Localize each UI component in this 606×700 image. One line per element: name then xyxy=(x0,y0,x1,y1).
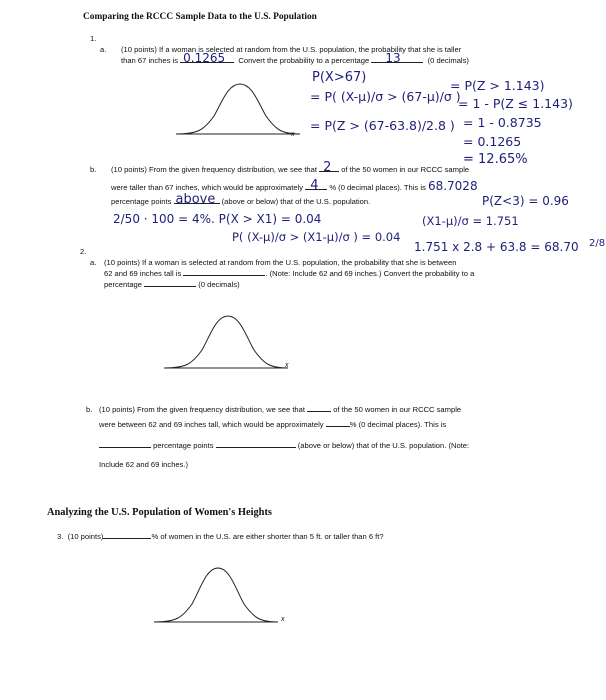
q2b-direction-blank[interactable] xyxy=(216,447,296,448)
q1b-count-answer: 2 xyxy=(323,160,332,175)
q3-answer-blank[interactable] xyxy=(103,538,151,539)
q2b-difference-blank[interactable] xyxy=(99,447,151,448)
q1a-work-result3: = 1 - 0.8735 xyxy=(463,115,542,130)
q1a-percentage-blank[interactable] xyxy=(371,51,423,65)
q1a-work-line2: = P( (X-μ)/σ > (67-μ)/σ ) xyxy=(310,89,461,104)
q1b-direction-blank[interactable] xyxy=(174,192,220,207)
q2a-letter: a. xyxy=(90,258,97,267)
page-title: Comparing the RCCC Sample Data to the U.S. Population xyxy=(83,12,317,22)
bell-curve-diagram-1 xyxy=(176,78,306,140)
q1a-work-line1: P(X>67) xyxy=(312,70,367,85)
bell-curve-diagram-3 xyxy=(154,564,284,630)
q1b-line2: were taller than 67 inches, which would be approximately 4 % (0 decimal places). This is 68.7028 xyxy=(111,178,478,193)
q1a-probability-answer: 0.1265 xyxy=(183,51,226,65)
q1b-line1: (10 points) From the given frequency distribution, we see that 2 of the 50 women in our RCCC sample xyxy=(111,160,470,175)
q1b-work-line5: 1.751 x 2.8 + 63.8 = 68.70 xyxy=(414,240,579,254)
q1b-work-line3: P( (X-μ)/σ > (X1-μ)/σ ) = 0.04 xyxy=(232,230,401,244)
q2b-line3: percentage points (above or below) that of the U.S. population. (Note: xyxy=(99,441,469,451)
q2b-percent-blank[interactable] xyxy=(326,426,350,427)
q2b-letter: b. xyxy=(86,405,93,414)
q2b-count-blank[interactable] xyxy=(307,411,331,412)
q1a-work-result2: = 1 - P(Z ≤ 1.143) xyxy=(458,96,573,111)
q1a-probability-blank[interactable] xyxy=(180,51,234,65)
axis-label-1: x xyxy=(291,131,295,138)
q1b-percent-blank[interactable] xyxy=(305,178,327,193)
axis-label-2: x xyxy=(285,362,289,369)
q1b-count-blank[interactable] xyxy=(319,160,339,175)
q1a-work-line3: = P(Z > (67-63.8)/2.8 ) xyxy=(310,118,455,133)
q2a-line1: (10 points) If a woman is selected at random from the U.S. population, the probability that she is between xyxy=(104,258,457,267)
q2a-percentage-blank[interactable] xyxy=(144,286,196,287)
q1b-work-line1: 2/50 · 100 = 4%. P(X > X1) = 0.04 xyxy=(113,212,322,226)
q1a-percentage-answer: 13 xyxy=(385,51,401,65)
bell-curve-diagram-2 xyxy=(164,312,294,374)
margin-note: 2/8 xyxy=(589,238,606,249)
q1b-direction-answer: above xyxy=(175,192,216,207)
q1a-work-result1: = P(Z > 1.143) xyxy=(450,78,545,93)
q1a-work-result4: = 0.1265 xyxy=(463,134,522,149)
axis-label-3: x xyxy=(281,616,285,623)
section-title: Analyzing the U.S. Population of Women's Heights xyxy=(47,507,272,518)
q2a-line2: 62 and 69 inches tall is . (Note: Include 62 and 69 inches.) Convert the probability to a xyxy=(104,269,475,278)
question-1-number: 1. xyxy=(90,34,97,43)
q1b-letter: b. xyxy=(90,165,97,174)
q2b-line1: (10 points) From the given frequency distribution, we see that of the 50 women in our RCCC sample xyxy=(99,405,462,414)
q1b-height-answer: 68.7028 xyxy=(427,179,478,193)
q2b-line4: Include 62 and 69 inches.) xyxy=(99,460,189,469)
question-3: 3. (10 points) % of women in the U.S. are either shorter than 5 ft. or taller than 6 ft? xyxy=(57,532,384,541)
q1b-percent-answer: 4 xyxy=(310,178,319,193)
q2b-line2: were between 62 and 69 inches tall, which would be approximately % (0 decimal places). This is xyxy=(99,420,447,429)
q2a-probability-blank[interactable] xyxy=(183,275,265,276)
q1a-line1: (10 points) If a woman is selected at random from the U.S. population, the probability that she is taller xyxy=(121,45,462,54)
question-2-number: 2. xyxy=(80,247,87,256)
q1a-line2: than 67 inches is 0.1265 Convert the probability to a percentage 13 (0 decimals) xyxy=(121,51,469,65)
q1b-work-line4: (X1-μ)/σ = 1.751 xyxy=(422,214,519,228)
q1a-work-result5: = 12.65% xyxy=(463,152,528,167)
q1b-work-line2: P(Z<3) = 0.96 xyxy=(482,194,569,208)
q1a-letter: a. xyxy=(100,45,107,54)
q2a-line3: percentage (0 decimals) xyxy=(104,280,240,289)
q1b-line3: percentage points above (above or below) that of the U.S. population. xyxy=(111,192,371,207)
